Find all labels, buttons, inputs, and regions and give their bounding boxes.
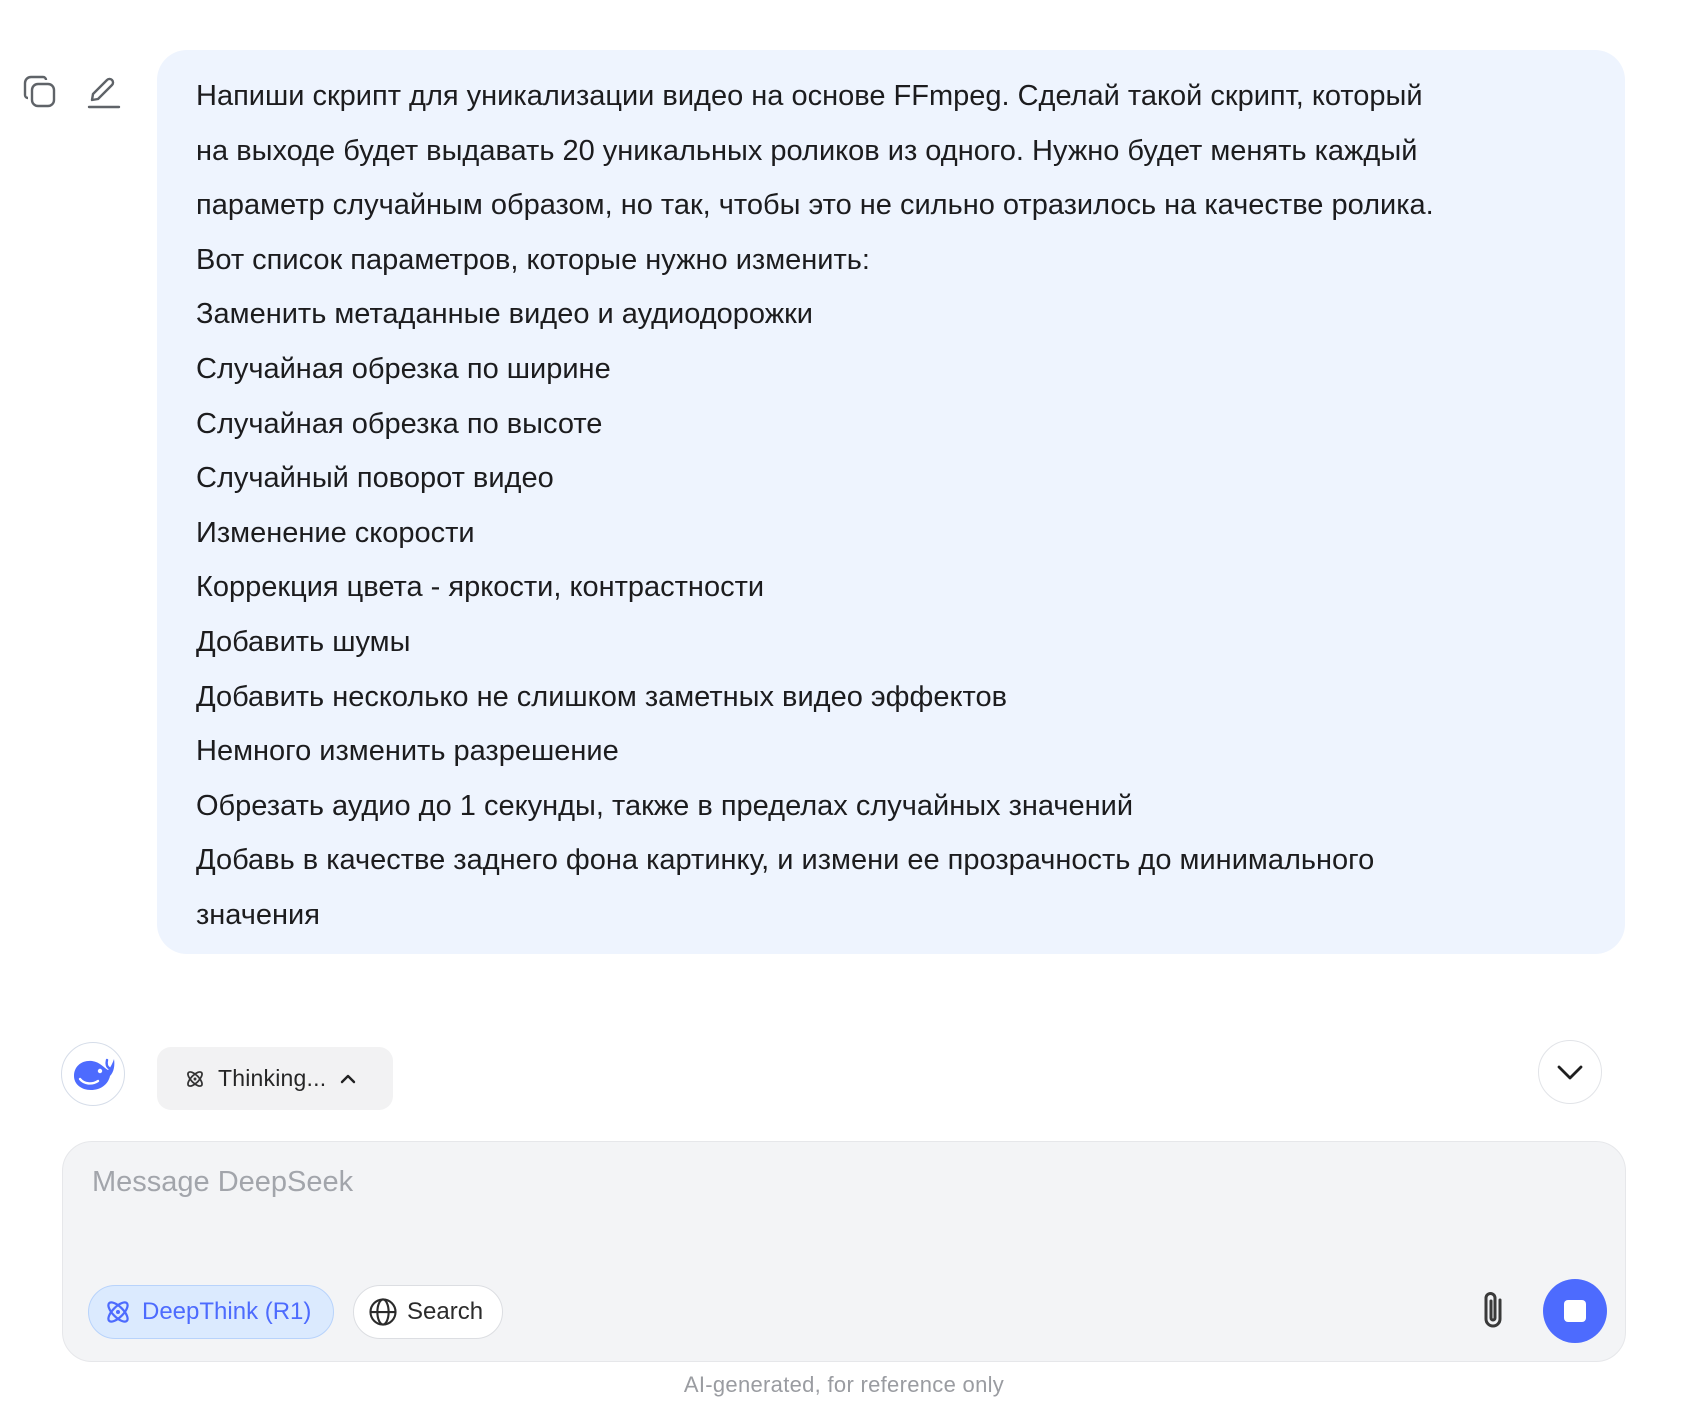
search-label: Search <box>407 1298 484 1325</box>
message-line: Случайный поворот видео <box>196 462 554 495</box>
ai-disclaimer: AI-generated, for reference only <box>683 1372 1005 1397</box>
atom-icon <box>184 1068 206 1090</box>
message-composer <box>62 1141 1626 1362</box>
copy-icon <box>21 73 59 111</box>
atom-icon <box>103 1297 133 1327</box>
message-line: Обрезать аудио до 1 секунды, также в пределах случайных значений <box>196 789 1134 822</box>
message-line: Добавь в качестве заднего фона картинку, и измени ее прозрачность до минимального <box>196 844 1375 877</box>
message-line: Вот список параметров, которые нужно изменить: <box>196 243 870 276</box>
message-line: Напиши скрипт для уникализации видео на основе FFmpeg. Сделай такой скрипт, который <box>196 80 1423 112</box>
assistant-avatar <box>61 1042 125 1106</box>
deepthink-label: DeepThink (R1) <box>142 1298 312 1325</box>
thinking-label: Thinking... <box>218 1065 327 1091</box>
pencil-icon <box>85 73 123 111</box>
message-input[interactable] <box>90 1164 1574 1228</box>
paperclip-icon <box>1476 1288 1512 1332</box>
stop-generation-button[interactable] <box>1543 1279 1607 1343</box>
stop-icon <box>1564 1300 1586 1322</box>
globe-icon <box>368 1297 398 1327</box>
copy-button[interactable] <box>20 72 60 112</box>
user-message-bubble <box>157 50 1625 954</box>
message-line: на выходе будет выдавать 20 уникальных роликов из одного. Нужно будет менять каждый <box>196 134 1418 167</box>
edit-button[interactable] <box>84 72 124 112</box>
message-line: параметр случайным образом, но так, чтобы это не сильно отразилось на качестве ролика. <box>196 189 1434 222</box>
message-line: Немного изменить разрешение <box>196 735 619 768</box>
deepthink-toggle[interactable] <box>88 1285 334 1339</box>
thinking-toggle[interactable] <box>157 1047 393 1110</box>
chevron-up-icon <box>338 1069 358 1089</box>
message-line: Случайная обрезка по высоте <box>196 407 603 440</box>
search-toggle[interactable] <box>353 1285 503 1339</box>
deepseek-whale-icon <box>70 1054 116 1094</box>
message-line: Изменение скорости <box>196 516 475 549</box>
message-line: Добавить несколько не слишком заметных видео эффектов <box>196 680 1008 713</box>
message-line: значения <box>196 898 320 931</box>
message-line: Заменить метаданные видео и аудиодорожки <box>196 298 813 331</box>
message-actions <box>20 72 124 112</box>
attach-file-button[interactable] <box>1466 1282 1522 1338</box>
message-line: Коррекция цвета - яркости, контрастности <box>196 571 765 604</box>
message-line: Добавить шумы <box>196 625 411 658</box>
scroll-to-bottom-button[interactable] <box>1538 1040 1602 1104</box>
message-line: Случайная обрезка по ширине <box>196 352 611 385</box>
chevron-down-icon <box>1554 1056 1586 1088</box>
